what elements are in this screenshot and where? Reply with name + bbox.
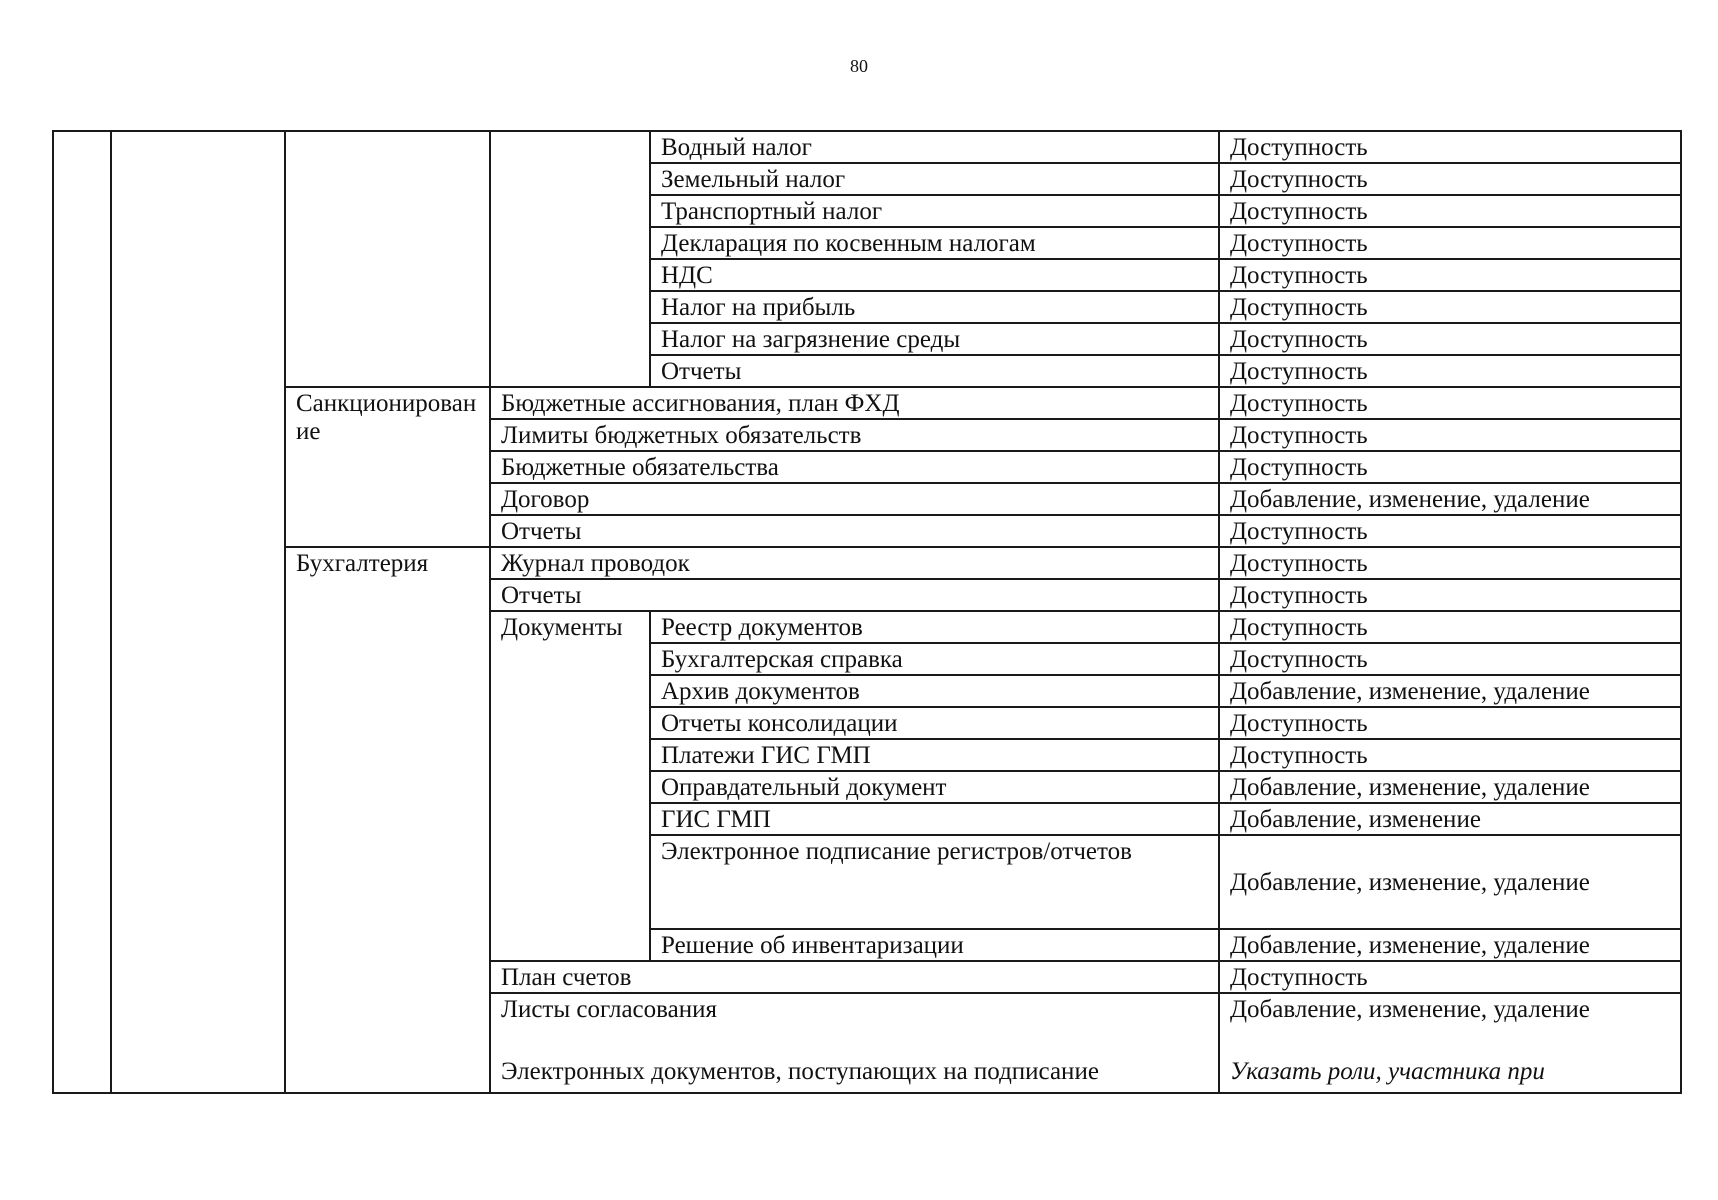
group-cell	[490, 131, 650, 387]
item-name: План счетов	[490, 961, 1219, 993]
item-access: Добавление, изменение	[1219, 803, 1681, 835]
item-name: Договор	[490, 483, 1219, 515]
item-access: Доступность	[1219, 227, 1681, 259]
item-name: ГИС ГМП	[650, 803, 1219, 835]
item-name: Водный налог	[650, 131, 1219, 163]
item-access: Добавление, изменение, удаление	[1219, 929, 1681, 961]
item-name: Налог на прибыль	[650, 291, 1219, 323]
item-access: Доступность	[1219, 131, 1681, 163]
number-cell	[53, 131, 111, 1093]
item-access: Доступность	[1219, 451, 1681, 483]
item-name: Электронное подписание регистров/отчетов	[650, 835, 1219, 929]
item-name: Налог на загрязнение среды	[650, 323, 1219, 355]
item-access: Доступность	[1219, 643, 1681, 675]
table-row	[53, 547, 1681, 579]
item-name: Оправдательный документ	[650, 771, 1219, 803]
item-access: Доступность	[1219, 259, 1681, 291]
item-name: Бюджетные обязательства	[490, 451, 1219, 483]
item-access: Доступность	[1219, 739, 1681, 771]
approval-sub: Электронных документов, поступающих на подписание	[501, 1058, 1099, 1085]
approval-access: Добавление, изменение, удаление	[1230, 996, 1590, 1023]
table-row	[53, 131, 1681, 163]
approval-name: Листы согласования	[501, 996, 717, 1023]
item-access: Доступность	[1219, 961, 1681, 993]
item-name: Отчеты консолидации	[650, 707, 1219, 739]
item-name: Лимиты бюджетных обязательств	[490, 419, 1219, 451]
page-number: 80	[850, 56, 868, 76]
section-cell: Санкционирование	[285, 387, 490, 547]
approval-note: Указать роли, участника при	[1230, 1058, 1545, 1085]
item-access: Доступность	[1219, 291, 1681, 323]
item-access: Доступность	[1219, 323, 1681, 355]
table-row	[53, 387, 1681, 419]
section-cell	[285, 131, 490, 387]
item-access: Добавление, изменение, удаление	[1219, 483, 1681, 515]
item-name: Бюджетные ассигнования, план ФХД	[490, 387, 1219, 419]
item-access: Доступность	[1219, 707, 1681, 739]
item-name: НДС	[650, 259, 1219, 291]
item-access: Доступность	[1219, 611, 1681, 643]
item-access: Доступность	[1219, 387, 1681, 419]
group-cell: Документы	[490, 611, 650, 961]
item-access: Доступность	[1219, 547, 1681, 579]
item-access: Доступность	[1219, 579, 1681, 611]
approval-cell	[490, 993, 1219, 1093]
item-name: Архив документов	[650, 675, 1219, 707]
item-name: Отчеты	[490, 579, 1219, 611]
item-name: Отчеты	[490, 515, 1219, 547]
access-rights-table	[52, 130, 1682, 1094]
item-name: Журнал проводок	[490, 547, 1219, 579]
section-cell: Бухгалтерия	[285, 547, 490, 1093]
item-access: Доступность	[1219, 195, 1681, 227]
item-access: Доступность	[1219, 355, 1681, 387]
role-cell	[111, 131, 285, 1093]
item-name: Земельный налог	[650, 163, 1219, 195]
item-access: Доступность	[1219, 419, 1681, 451]
item-name: Декларация по косвенным налогам	[650, 227, 1219, 259]
item-access: Доступность	[1219, 163, 1681, 195]
item-name: Решение об инвентаризации	[650, 929, 1219, 961]
item-access: Добавление, изменение, удаление	[1219, 771, 1681, 803]
item-access: Добавление, изменение, удаление	[1219, 835, 1681, 929]
item-name: Транспортный налог	[650, 195, 1219, 227]
item-name: Бухгалтерская справка	[650, 643, 1219, 675]
item-name: Реестр документов	[650, 611, 1219, 643]
item-name: Отчеты	[650, 355, 1219, 387]
item-access: Доступность	[1219, 515, 1681, 547]
item-access: Добавление, изменение, удаление	[1219, 675, 1681, 707]
item-name: Платежи ГИС ГМП	[650, 739, 1219, 771]
approval-access-cell	[1219, 993, 1681, 1093]
